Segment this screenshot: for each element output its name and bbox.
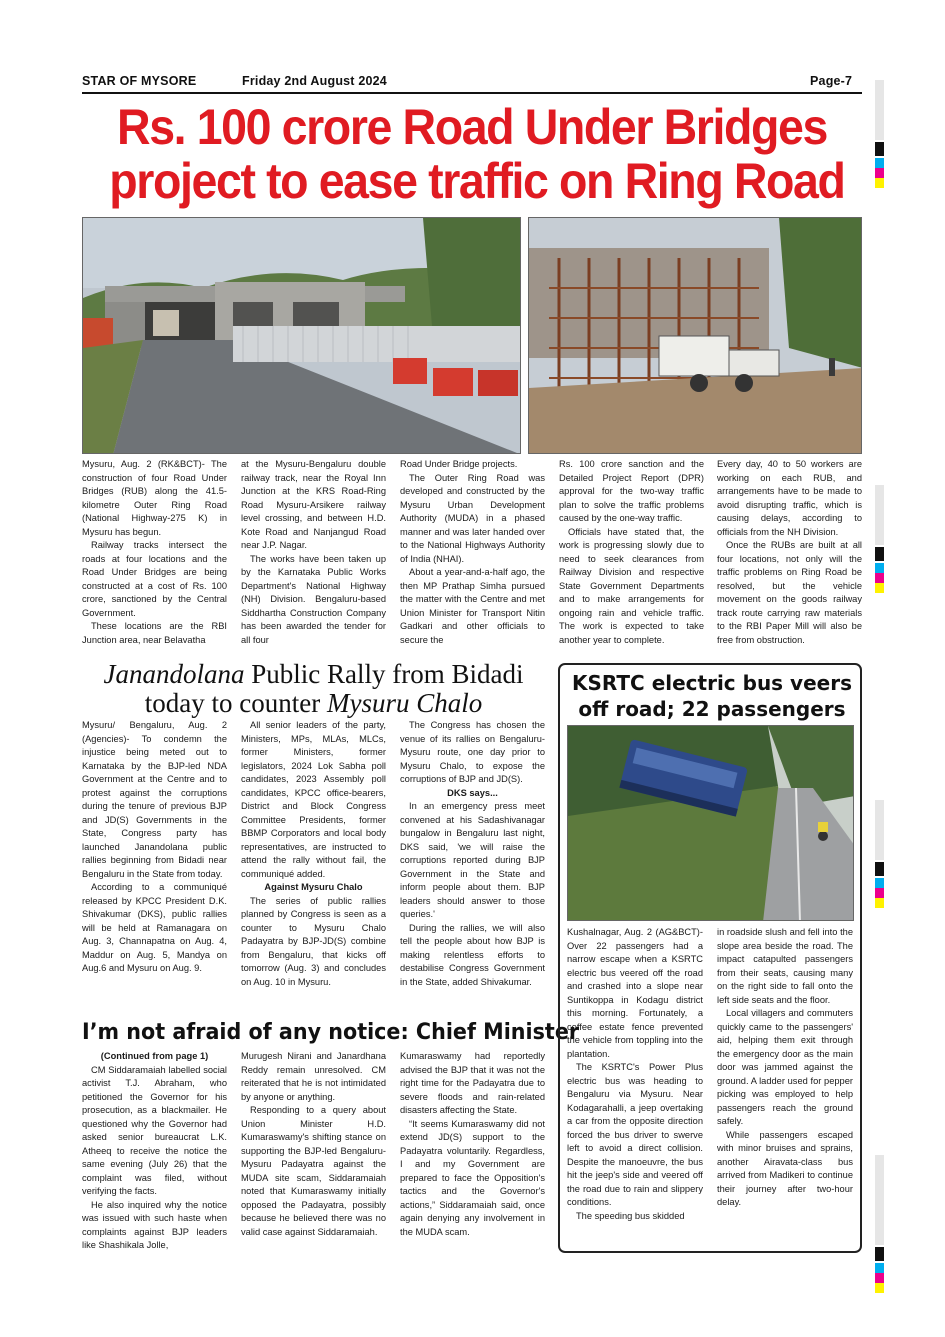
lead-col5-para: Every day, 40 to 50 workers are working on each RUB, and arrangements have to be made to avoid disrupting traffic, which is causing delays, according to officials from the NH Division.: [717, 459, 862, 537]
registration-bar-cyan: [875, 563, 884, 573]
cm-continued-note: (Continued from page 1): [100, 1051, 209, 1061]
lead-col5-para: Once the RUBs are built at all four locations, not only will the traffic problems on Ring Road be resolved, but the vehicle movement on the goods railway track route carrying raw materials to the RBI Paper Mill will also be free from obstruction.: [717, 540, 862, 645]
rally-col1-para: Mysuru/ Bengaluru, Aug. 2 (Agencies)- To condemn the injustice being meted out to Karnataka by the BJP-led NDA Government at the Centre and to protest against the corruptions during the tenure of previous BJP and JD(S) Governments in the State, Congress party has launched Janandolana public rallies beginning from Bidadi near Bengaluru in the State from today.: [82, 720, 227, 879]
bus-col2-para: in roadside slush and fell into the slope area beside the road. The impact catapulted passengers from their seats, causing many on the right side to fall onto the left side seats and the floor.: [717, 927, 853, 1005]
lead-col3-para: The Outer Ring Road was developed and constructed by the Mysuru Urban Development Authority (MUDA) in a phased manner and was later handed over to the National Highways Authority of India (NHAI).: [400, 472, 545, 564]
cm-col3-para: “It seems Kumaraswamy did not extend JD(S) support to the Padayatra voluntarily. Regardless, I and my Government are prepared to face the Opposition's tactics and the Governor's actions,” Siddaramaiah said, once again denying any involvement in the MUDA scam.: [400, 1118, 545, 1237]
cm-col2-para: Murugesh Nirani and Janardhana Reddy remain unresolved. CM reiterated that he is not intimidated by anyone or anything.: [241, 1051, 386, 1102]
cm-col3-para: Kumaraswamy had reportedly advised the BJP that it was not the right time for the Padayatra due to severe floods and rain-related disasters affecting the State.: [400, 1051, 545, 1115]
registration-bar-magenta: [875, 1273, 884, 1283]
masthead-paper-name: STAR OF MYSORE: [82, 74, 197, 88]
bus-accident-illustration: [568, 726, 854, 921]
registration-bar-gray: [875, 800, 884, 860]
rally-col3-subhead: DKS says...: [447, 787, 498, 798]
cm-col1-para: He also inquired why the notice was issued with such haste when complaints against BJP leaders like Shashikala Jolle,: [82, 1199, 227, 1250]
bus-story-column-2: [717, 926, 853, 1248]
lead-story-column-3: [400, 458, 545, 654]
lead-story-column-2: [241, 458, 386, 654]
registration-bar-yellow: [875, 178, 884, 188]
cm-story-column-1: [82, 1050, 227, 1270]
rally-headline: [82, 660, 545, 718]
rally-col2-subhead: Against Mysuru Chalo: [264, 882, 363, 892]
rally-headline-italic-2: Mysuru Chalo: [326, 688, 483, 718]
lead-col3-para: About a year-and-a-half ago, the then MP Prathap Simha pursued the matter with the Centre and met Union Minister for Transport Nitin Gadkari and other officials to secure the: [400, 567, 545, 645]
registration-bar-black: [875, 1247, 884, 1261]
masthead-rule: [82, 92, 862, 94]
registration-bar-yellow: [875, 898, 884, 908]
registration-bar-magenta: [875, 888, 884, 898]
bus-col1-para: The KSRTC's Power Plus electric bus was heading to Bengaluru via Mysuru. Near Kodagarahalli, a jeep overtaking a car from the opposite direction forced the bus driver to swerve left to avoid a direct collision. Despite the manoeuvre, the bus hit the jeep's side and veered off the road due to rain and slippery conditions.: [567, 1062, 703, 1207]
registration-bar-yellow: [875, 1283, 884, 1293]
bus-story-column-1: [567, 926, 703, 1248]
lead-headline-line2: project to ease traffic on Ring Road: [109, 153, 845, 209]
rally-col2-para: The series of public rallies planned by Congress is seen as a counter to Mysuru Chalo Padayatra by BJP-JD(S) combine from Bengaluru, that kicks off tomorrow (Aug. 3) and concludes on Aug. 10 in Mysuru.: [241, 895, 386, 987]
lead-col4-para: Officials have stated that, the work is progressing slowly due to need to seek clearances from Railway Division and respective State Government Departments and to make arrangements for ongoing rain and vehicle traffic. The work is expected to take another year to complete.: [559, 526, 704, 645]
rally-headline-part-2: Public Rally from Bidadi: [244, 659, 524, 689]
lead-col2-para: at the Mysuru-Bengaluru double railway track, near the Royal Inn Junction at the KRS Road-Ring Road Mysuru-Arsikere railway level crossing, and between H.D. Kote Road and Nanjangud Road near J.P. Nagar.: [241, 459, 386, 550]
cm-story-column-3: [400, 1050, 545, 1270]
registration-bar-magenta: [875, 573, 884, 583]
cm-story-column-2: [241, 1050, 386, 1270]
registration-bar-black: [875, 547, 884, 561]
bus-col1-para: Kushalnagar, Aug. 2 (AG&BCT)- Over 22 passengers had a narrow escape when a KSRTC electric bus veered off the road and crashed into a slope near Suntikoppa in Kodagu district this morning. Fortunately, a coffee estate fence prevented the vehicle from toppling into the plantation.: [567, 927, 703, 1059]
lead-col3-para: Road Under Bridge projects.: [400, 459, 518, 469]
lead-col1-para: These locations are the RBI Junction area, near Belavatha: [82, 621, 227, 645]
rally-col3-para: The Congress has chosen the venue of its rallies on Bengaluru-Mysuru route, one day prior to Mysuru Chalo, to expose the corruptions of BJP and JD(S).: [400, 720, 545, 784]
registration-bar-cyan: [875, 878, 884, 888]
rally-col1-para: According to a communiqué released by KPCC President D.K. Shivakumar (DKS), public rallies will be held at Ramanagara on Aug. 3, Channapatna on Aug. 4, Maddur on Aug. 5, Mandya on Aug.6 and Mysuru on Aug. 9.: [82, 882, 227, 973]
lead-story-column-1: [82, 458, 227, 654]
rub-construction-illustration: [529, 218, 862, 454]
lead-col1-para: Mysuru, Aug. 2 (RK&BCT)- The construction of four Road Under Bridges (RUB) along the 41.5-kilometre Outer Ring Road (National Highway-275 K) in Mysuru has begun.: [82, 459, 227, 537]
rally-headline-part-3: today to counter: [144, 688, 327, 718]
registration-bar-gray: [875, 1155, 884, 1245]
rub-completed-illustration: [83, 218, 521, 454]
rally-headline-italic-1: Janandolana: [103, 659, 245, 689]
bus-col1-para: The speeding bus skidded: [576, 1210, 685, 1221]
bus-headline: KSRTC electric bus veers off road; 22 passengers: [572, 671, 852, 721]
lead-headline-line1: Rs. 100 crore Road Under Bridges: [117, 99, 827, 155]
registration-bar-magenta: [875, 168, 884, 178]
registration-bar-cyan: [875, 158, 884, 168]
masthead-page-number: Page-7: [810, 74, 853, 88]
registration-bar-gray: [875, 485, 884, 545]
registration-bar-cyan: [875, 1263, 884, 1273]
lead-photo-left: [82, 217, 521, 454]
rally-story-column-3: [400, 719, 545, 1015]
lead-story-column-4: [559, 458, 704, 654]
rally-col2-para: All senior leaders of the party, Ministers, MPs, MLAs, MLCs, former Ministers, former legislators, 2024 Lok Sabha poll candidates, 2023 Assembly poll candidates, KPCC office-bearers, District and Block Congress Committee Presidents, former BBMP Corporators and local body representatives, are instructed to attend the rally without fail, the communiqué added.: [241, 720, 386, 879]
registration-bar-yellow: [875, 583, 884, 593]
registration-bar-black: [875, 142, 884, 156]
cm-headline: I’m not afraid of any notice: Chief Minister: [82, 1020, 580, 1045]
lead-photo-right: [528, 217, 862, 454]
masthead-date: Friday 2nd August 2024: [242, 74, 387, 88]
lead-col1-para: Railway tracks intersect the roads at four locations and the Road Under Bridges are being constructed at a cost of Rs. 100 crore, sanctioned by the Central Government.: [82, 540, 227, 618]
lead-col4-para: Rs. 100 crore sanction and the Detailed Project Report (DPR) approval for the two-way traffic plan to solve the traffic problems caused by the one-way traffic.: [559, 459, 704, 523]
bus-col2-para: While passengers escaped with minor bruises and sprains, another Airavata-class bus arrived from Madikeri to continue their journey after two-hour delay.: [717, 1129, 853, 1207]
registration-bar-black: [875, 862, 884, 876]
lead-col2-para: The works have been taken up by the Karnataka Public Works Department's National Highway (NH) Division. Bengaluru-based Siddhartha Construction Company has been awarded the tender for all four: [241, 553, 386, 645]
cm-col1-para: CM Siddaramaiah labelled social activist T.J. Abraham, who petitioned the Governor for his prosecution, as a blackmailer. He questioned why the Governor had asked senior bureaucrat L.K. Atheeq to receive the notice the same evening (July 26) that the complaint was filed, without verifying the facts.: [82, 1064, 227, 1196]
rally-col3-para: In an emergency press meet convened at his Sadashivanagar bungalow in Bengaluru last night, DKS said, 'we will raise the corruptions reported during BJP Government in the State and inform people about them. BJP leaders should answer to those queries.': [400, 801, 545, 919]
registration-bar-gray: [875, 80, 884, 140]
bus-photo: [567, 725, 854, 921]
rally-story-column-2: [241, 719, 386, 1015]
rally-story-column-1: [82, 719, 227, 1015]
lead-story-column-5: [717, 458, 862, 654]
bus-col2-para: Local villagers and commuters quickly came to the passengers' aid, helping them exit through the emergency door as the main door was jammed against the ground. A ladder used for pepper picking was employed to help passengers reach the ground safely.: [717, 1008, 853, 1126]
cm-col2-para: Responding to a query about Union Minister H.D. Kumaraswamy's shifting stance on supporting the BJP-led Bengaluru-Mysuru Padayatra against the MUDA site scam, Siddaramaiah noted that Kumaraswamy initially opposed the Padayatra, possibly because he believed there was no valid case against Siddaramaiah.: [241, 1105, 386, 1237]
rally-col3-para: During the rallies, we will also tell the people about how BJP is making relentless efforts to destabilise Congress Government in the State, added Shivakumar.: [400, 922, 545, 987]
